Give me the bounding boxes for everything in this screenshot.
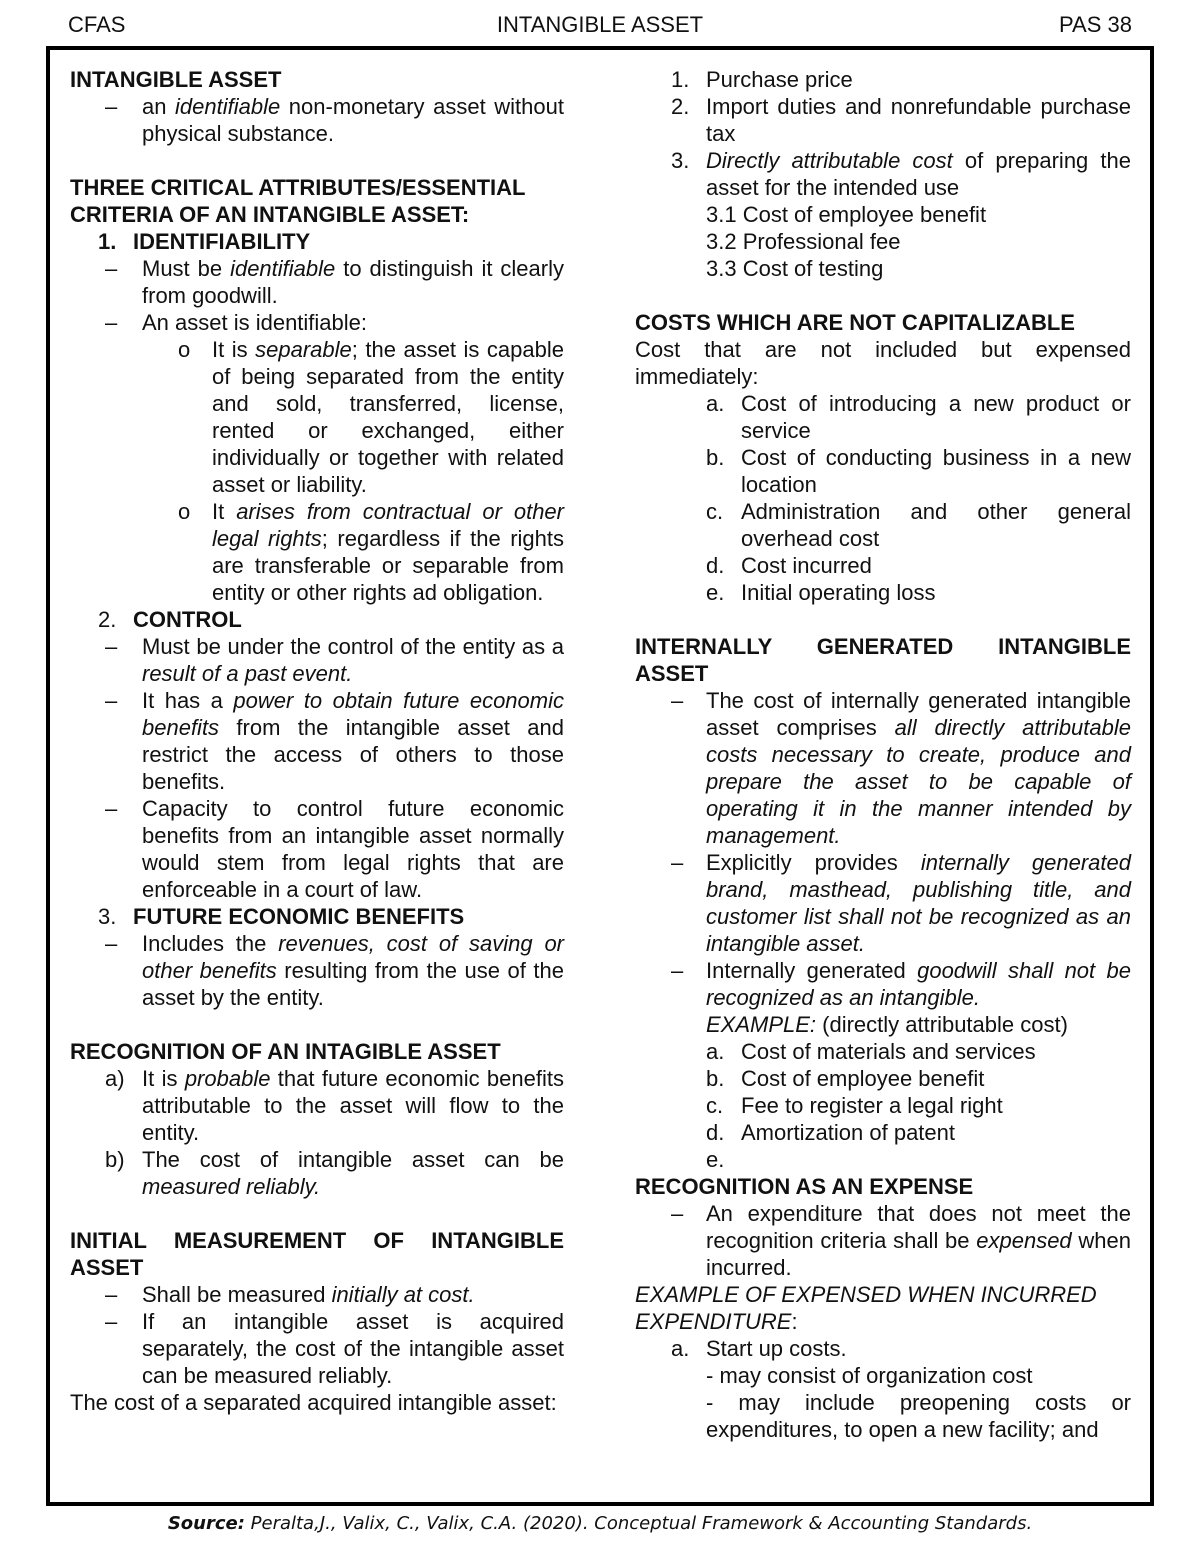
right-column	[635, 66, 1131, 1443]
sub-item: - may include preopening costs or expenditures, to open a new facility; and	[706, 1390, 1131, 1442]
left-column	[70, 66, 564, 1416]
list-item: a) It is probable that future economic benefits attributable to the asset will flow to the entity.	[105, 1066, 564, 1145]
sub-item: 3.2 Professional fee	[706, 229, 901, 254]
list-item: c. Fee to register a legal right	[706, 1093, 1003, 1118]
page-header	[68, 12, 1132, 42]
standard-code: PAS 38	[1059, 12, 1132, 37]
list-item: – Explicitly provides internally generated brand, masthead, publishing title, and customer list shall not be recognized as an intangible asset.	[671, 850, 1132, 956]
list-item: c. Administration and other general overhead cost	[706, 499, 1131, 551]
criterion-future-benefits: 3. FUTURE ECONOMIC BENEFITS	[98, 904, 465, 929]
list-item: – Must be under the control of the entity as a result of a past event.	[105, 634, 564, 686]
source-citation: Source: Peralta,J., Valix, C., Valix, C.A. (2020). Conceptual Framework & Accounting Standards.	[167, 1513, 1033, 1534]
list-item: e.	[706, 1147, 725, 1172]
list-item: d. Amortization of patent	[706, 1120, 956, 1145]
list-item: – Capacity to control future economic benefits from an intangible asset normally would stem from legal rights that are enforceable in a court of law.	[105, 796, 564, 902]
list-item: b. Cost of conducting business in a new location	[706, 445, 1131, 497]
heading-recognition-expense: RECOGNITION AS AN EXPENSE	[635, 1174, 974, 1199]
criterion-identifiability: 1. IDENTIFIABILITY	[98, 229, 311, 254]
heading-recognition: RECOGNITION OF AN INTAGIBLE ASSET	[70, 1039, 501, 1064]
course-code: CFAS	[68, 12, 126, 37]
list-item: – An expenditure that does not meet the recognition criteria shall be expensed when incurred.	[671, 1201, 1131, 1280]
list-item: – If an intangible asset is acquired separately, the cost of the intangible asset can be measured reliably.	[105, 1309, 564, 1388]
heading-internally-generated: INTERNALLY GENERATED INTANGIBLE ASSET	[635, 634, 1131, 686]
list-item: – Must be identifiable to distinguish it clearly from goodwill.	[105, 256, 564, 308]
list-item: – Internally generated goodwill shall not be recognized as an intangible.	[671, 958, 1131, 1010]
example-expensed-label: EXAMPLE OF EXPENSED WHEN INCURRED EXPENDITURE:	[635, 1282, 1097, 1334]
example-label: EXAMPLE: (directly attributable cost)	[706, 1012, 1068, 1037]
list-item: – The cost of internally generated intangible asset comprises all directly attributable costs necessary to create, produce and prepare the asset to be capable of operating it in the manner intended by management.	[671, 688, 1131, 848]
list-item: a. Cost of introducing a new product or service	[706, 391, 1131, 443]
numbered-item: 3. Directly attributable cost of preparing the asset for the intended use	[671, 148, 1131, 200]
list-item: – An asset is identifiable:	[105, 310, 368, 335]
sub-item: 3.3 Cost of testing	[706, 256, 884, 281]
sub-list-item: o It is separable; the asset is capable of being separated from the entity and sold, transferred, license, rented or exchanged, either individually or together with related asset or liability.	[178, 337, 564, 497]
heading-not-capitalizable: COSTS WHICH ARE NOT CAPITALIZABLE	[635, 310, 1075, 335]
sub-list-item: o It arises from contractual or other legal rights; regardless if the rights are transferable or separable from entity or other rights ad obligation.	[178, 499, 564, 605]
paragraph: Cost that are not included but expensed immediately:	[635, 337, 1131, 389]
list-item: b) The cost of intangible asset can be measured reliably.	[105, 1147, 564, 1199]
page-title: INTANGIBLE ASSET	[496, 12, 704, 37]
list-item: – Shall be measured initially at cost.	[105, 1282, 475, 1307]
paragraph: The cost of a separated acquired intangible asset:	[70, 1390, 557, 1415]
heading-critical-attributes: THREE CRITICAL ATTRIBUTES/ESSENTIAL CRITERIA OF AN INTANGIBLE ASSET:	[70, 175, 526, 227]
sub-item: - may consist of organization cost	[706, 1363, 1033, 1388]
criterion-control: 2. CONTROL	[98, 607, 242, 632]
list-item: a. Start up costs.	[671, 1336, 847, 1361]
list-item: a. Cost of materials and services	[706, 1039, 1036, 1064]
list-item: e. Initial operating loss	[706, 580, 936, 605]
definition-item: – an identifiable non-monetary asset without physical substance.	[105, 94, 564, 146]
numbered-item: 2. Import duties and nonrefundable purchase tax	[671, 94, 1131, 146]
list-item: b. Cost of employee benefit	[706, 1066, 985, 1091]
list-item: – Includes the revenues, cost of saving or other benefits resulting from the use of the asset by the entity.	[105, 931, 565, 1010]
heading-initial-measurement: INITIAL MEASUREMENT OF INTANGIBLE ASSET	[70, 1228, 564, 1280]
sub-item: 3.1 Cost of employee benefit	[706, 202, 987, 227]
list-item: d. Cost incurred	[706, 553, 872, 578]
heading-intangible-asset: INTANGIBLE ASSET	[70, 67, 282, 92]
dash-bullet: –	[105, 94, 118, 119]
numbered-item: 1. Purchase price	[671, 67, 853, 92]
list-item: – It has a power to obtain future economic benefits from the intangible asset and restrict the access of others to those benefits.	[105, 688, 564, 794]
